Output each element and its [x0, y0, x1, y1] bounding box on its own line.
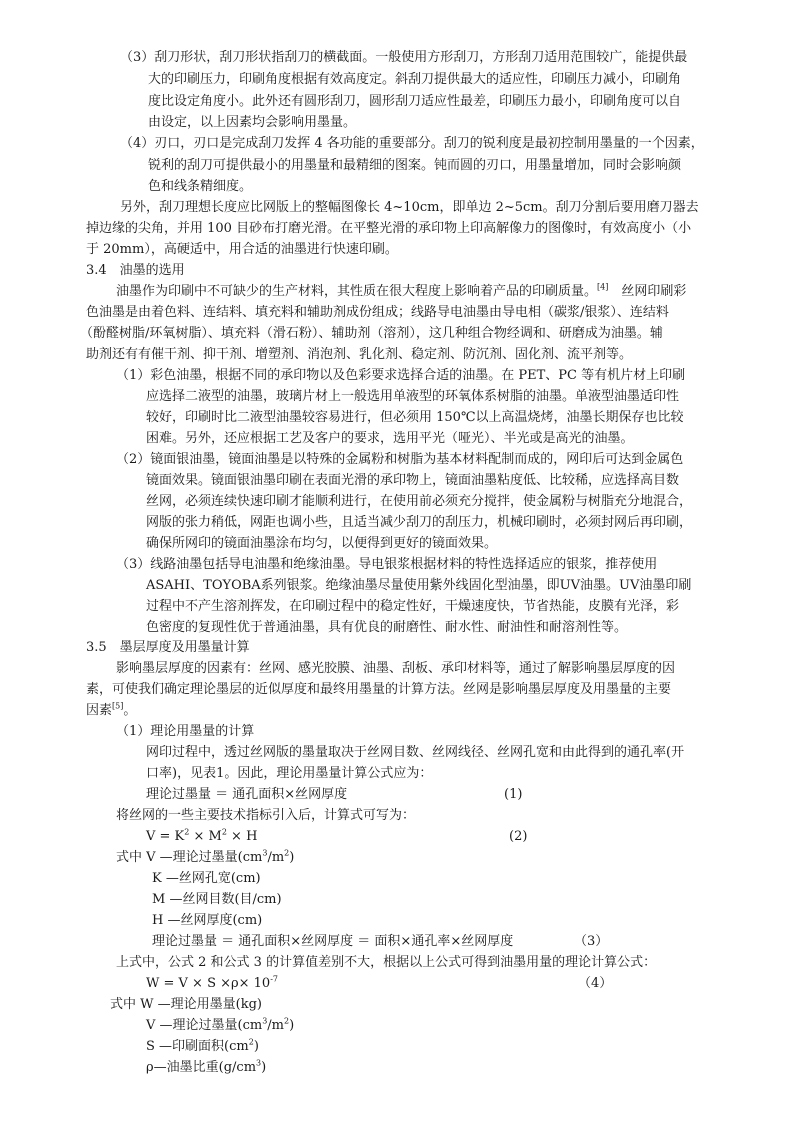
equation [146, 828, 257, 846]
variable-definition [146, 1038, 259, 1056]
superscript: 2 [284, 848, 290, 858]
text-run: ) [289, 850, 295, 865]
equation-number: (2) [509, 829, 528, 844]
paragraph-line: （酚醛树脂/环氧树脂）、填充料（滑石粉）、辅助剂（溶剂），这几种组合物经调和、研磨成为油墨。辅 [80, 326, 663, 341]
list-item-line: 色密度的复现性优于普通油墨，具有优良的耐磨性、耐水性、耐油性和耐溶剂性等。 [146, 620, 628, 635]
list-item-line: 应选择二液型的油墨，玻璃片材上一般选用单液型的环氧体系树脂的油墨。单液型油墨适印性 [146, 389, 680, 404]
equation-number: (1) [504, 787, 523, 802]
text-run: /m [267, 850, 285, 865]
text-run: 丝网印刷彩 [608, 284, 687, 299]
text-run: /m [267, 1018, 285, 1033]
list-item-line: 过程中不产生溶剂挥发，在印刷过程中的稳定性好，干燥速度快，节省热能，皮膜有光泽，彩 [146, 599, 680, 614]
superscript: 2 [284, 1016, 290, 1026]
paragraph-line: 掉边缘的尖角，并用 100 目砂布打磨光滑。在平整光滑的承印物上印高解像力的图像时，有效高度小（小 [86, 221, 692, 236]
list-item-line: （3）线路油墨包括导电油墨和绝缘油墨。导电银浆根据材料的特性选择适应的银浆，推荐使用 [116, 557, 658, 572]
list-item-line: （1）彩色油墨，根据不同的承印物以及色彩要求选择合适的油墨。在 PET、PC 等有机片材上印刷 [116, 368, 686, 383]
text-run: 油墨作为印刷中不可缺少的生产材料，其性质在很大程度上影响着产品的印刷质量。 [116, 284, 598, 299]
paragraph-line: 色油墨是由着色料、连结料、填充料和辅助剂成份组成；线路导电油墨由导电相（碳浆/银浆）、连结料 [86, 305, 669, 320]
text-run: ) [261, 1060, 267, 1075]
equation-number: （3） [574, 934, 609, 949]
equation-number: （4） [578, 976, 613, 991]
paragraph-line: 助剂还有有催干剂、抑干剂、增塑剂、消泡剂、乳化剂、稳定剂、防沉剂、固化剂、流平剂等。 [86, 347, 633, 362]
variable-definition: K —丝网孔宽(cm) [152, 871, 261, 886]
paragraph-line: （4）刃口，刃口是完成刮刀发挥 4 各功能的重要部分。刮刀的锐利度是最初控制用墨量的一个因素， [120, 136, 704, 151]
text-run: 式中 V —理论过墨量(cm [116, 850, 263, 865]
text-run: ) [253, 1039, 259, 1054]
paragraph-line: 网印过程中，透过丝网版的墨量取决于丝网目数、丝网线径、丝网孔宽和由此得到的通孔率(开 [146, 745, 685, 760]
paragraph-line: （3）刮刀形状，刮刀形状指刮刀的横截面。一般使用方形刮刀，方形刮刀适用范围较广，能提供最 [120, 50, 688, 65]
superscript: 3 [256, 1058, 262, 1068]
list-item-line: ASAHI、TOYOBA系列银浆。绝缘油墨尽量使用紫外线固化型油墨，即UV油墨。UV油墨印刷 [146, 578, 692, 593]
text-run: 。 [123, 703, 137, 718]
paragraph-line: 于 20mm），高硬适中，用合适的油墨进行快速印刷。 [86, 242, 398, 257]
paragraph-line: 由设定，以上因素均会影响用墨量。 [148, 115, 357, 130]
text-run: 因素 [86, 703, 113, 718]
paragraph-line [86, 702, 136, 720]
paragraph-line: 素，可使我们确定理论墨层的近似厚度和最终用墨量的计算方法。丝网是影响墨层厚度及用墨量的主要 [86, 682, 672, 697]
variable-definition [146, 1059, 266, 1077]
section-heading: 3.5 墨层厚度及用墨量计算 [86, 640, 250, 655]
list-item-line: 镜面效果。镜面银油墨印刷在表面光滑的承印物上，镜面油墨粘度低、比较稀，应选择高目数 [146, 473, 680, 488]
paragraph-line [116, 283, 686, 301]
variable-definition: H —丝网厚度(cm) [152, 913, 263, 928]
paragraph-line: 色和线条精细度。 [148, 179, 253, 194]
section-heading: 3.4 油墨的选用 [86, 263, 185, 278]
citation-ref: [5] [112, 701, 124, 711]
list-item-line: （2）镜面银油墨，镜面油墨是以特殊的金属粉和树脂为基本材料配制而成的，网印后可达到金属色 [116, 452, 684, 467]
list-item-line: 网版的张力稍低，网距也调小些，且适当减少刮刀的刮压力，机械印刷时，必须封网后再印刷， [146, 515, 693, 530]
text-run: S —印刷面积(cm [146, 1039, 249, 1054]
superscript: 2 [184, 827, 190, 837]
variable-definition [146, 1017, 294, 1035]
variable-definition [116, 849, 294, 867]
paragraph-line: 锐利的刮刀可提供最小的用墨量和最精细的图案。钝而圆的刃口，用墨量增加，同时会影响颜 [148, 158, 682, 173]
paragraph-line: 上式中，公式 2 和公式 3 的计算值差别不大，根据以上公式可得到油墨用量的理论计算公式： [116, 955, 657, 970]
paragraph-line: 将丝网的一些主要技术指标引入后，计算式可写为： [116, 808, 416, 823]
paragraph-line: 度比设定角度小。此外还有圆形刮刀，圆形刮刀适应性最差，印刷压力最小，印刷角度可以自 [148, 94, 682, 109]
superscript: 2 [248, 1037, 254, 1047]
list-item-line: 确保所网印的镜面油墨涂布均匀，以便得到更好的镜面效果。 [146, 536, 498, 551]
superscript: 2 [221, 827, 227, 837]
equation [146, 975, 278, 993]
text-run: W = V × S ×ρ× 10 [146, 976, 271, 991]
paragraph-line: 口率)，见表1。因此，理论用墨量计算公式应为： [146, 766, 433, 781]
variable-definition: 式中 W —理论用墨量(kg) [110, 997, 262, 1012]
text-run: ) [289, 1018, 295, 1033]
list-item-line: 困难。另外，还应根据工艺及客户的要求，选用平光（哑光）、半光或是高光的油墨。 [146, 431, 634, 446]
variable-definition: M —丝网目数(目/cm) [152, 892, 282, 907]
subsection-title: （1）理论用墨量的计算 [116, 724, 255, 739]
list-item-line: 丝网，必须连续快速印刷才能顺利进行，在使用前必须充分搅拌，使金属粉与树脂充分地混合， [146, 494, 693, 509]
superscript: 3 [262, 848, 268, 858]
equation: 理论过墨量 ＝ 通孔面积×丝网厚度 ＝ 面积×通孔率×丝网厚度 [152, 934, 514, 949]
equation: 理论过墨量 ＝ 通孔面积×丝网厚度 [146, 787, 348, 802]
citation-ref: [4] [597, 282, 609, 292]
text-run: × H [226, 829, 258, 844]
text-run: V —理论过墨量(cm [146, 1018, 263, 1033]
list-item-line: 较好，印刷时比二液型油墨较容易进行，但必须用 150℃以上高温烧烤，油墨长期保存也比较 [146, 410, 684, 425]
paragraph-line: 另外，刮刀理想长度应比网版上的整幅图像长 4~10cm，即单边 2~5cm。刮刀分割后要用磨刀器去 [120, 200, 699, 215]
superscript: -7 [270, 974, 279, 984]
paragraph-line: 影响墨层厚度的因素有：丝网、感光胶膜、油墨、刮板、承印材料等，通过了解影响墨层厚度的因 [116, 661, 676, 676]
text-run: × M [189, 829, 222, 844]
text-run: ρ—油墨比重(g/cm [146, 1060, 257, 1075]
paragraph-line: 大的印刷压力，印刷角度根据有效高度定。斜刮刀提供最大的适应性，印刷压力减小，印刷角 [148, 72, 682, 87]
superscript: 3 [262, 1016, 268, 1026]
text-run: V = K [146, 829, 185, 844]
